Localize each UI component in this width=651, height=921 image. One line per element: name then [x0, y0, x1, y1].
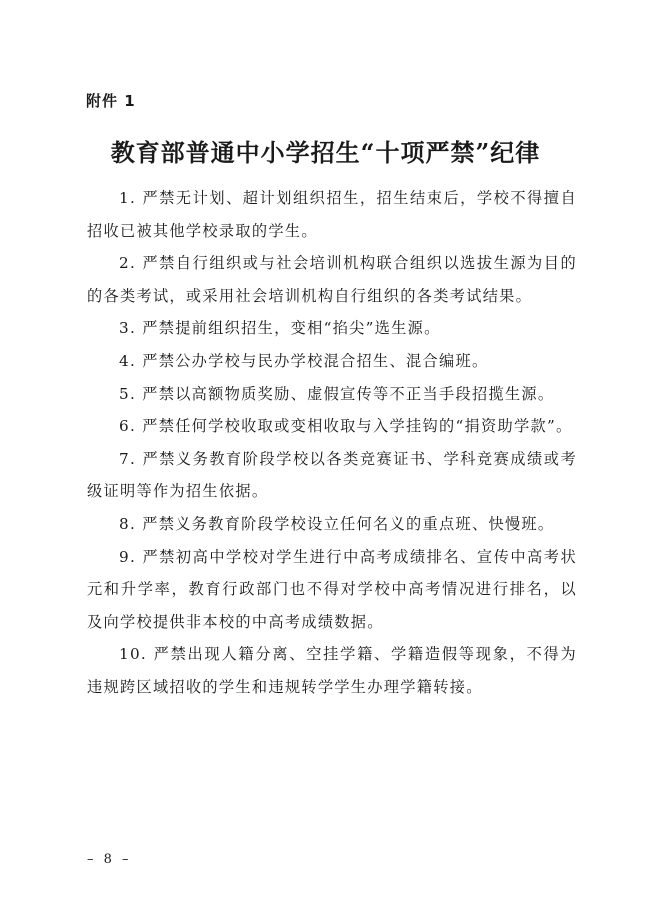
rule-item: 7. 严禁义务教育阶段学校以各类竞赛证书、学科竞赛成绩或考级证明等作为招生依据。	[87, 449, 577, 501]
document-title: 教育部普通中小学招生“十项严禁”纪律	[110, 138, 541, 167]
rule-item: 4. 严禁公办学校与民办学校混合招生、混合编班。	[119, 351, 489, 370]
attachment-label: 附件 1	[86, 92, 136, 110]
rule-item: 5. 严禁以高额物质奖励、虚假宣传等不正当手段招揽生源。	[119, 384, 555, 403]
rule-item: 6. 严禁任何学校收取或变相收取与入学挂钩的“捐资助学款”。	[119, 417, 573, 436]
rule-item: 1. 严禁无计划、超计划组织招生，招生结束后，学校不得擅自招收已被其他学校录取的学生。	[87, 189, 577, 240]
rule-item: 8. 严禁义务教育阶段学校设立任何名义的重点班、快慢班。	[119, 514, 555, 533]
rule-item: 3. 严禁提前组织招生，变相“掐尖”选生源。	[119, 319, 441, 338]
rules-list	[87, 182, 577, 704]
rule-item: 10. 严禁出现人籍分离、空挂学籍、学籍造假等现象，不得为违规跨区域招收的学生和违规转学学生办理学籍转接。	[87, 645, 577, 696]
rule-item: 9. 严禁初高中学校对学生进行中高考成绩排名、宣传中高考状元和升学率，教育行政部门也不得对学校中高考情况进行排名，以及向学校提供非本校的中高考成绩数据。	[87, 547, 577, 631]
rule-item: 2. 严禁自行组织或与社会培训机构联合组织以选拔生源为目的的各类考试，或采用社会培训机构自行组织的各类考试结果。	[87, 254, 577, 305]
page-number: – 8 –	[87, 852, 132, 867]
